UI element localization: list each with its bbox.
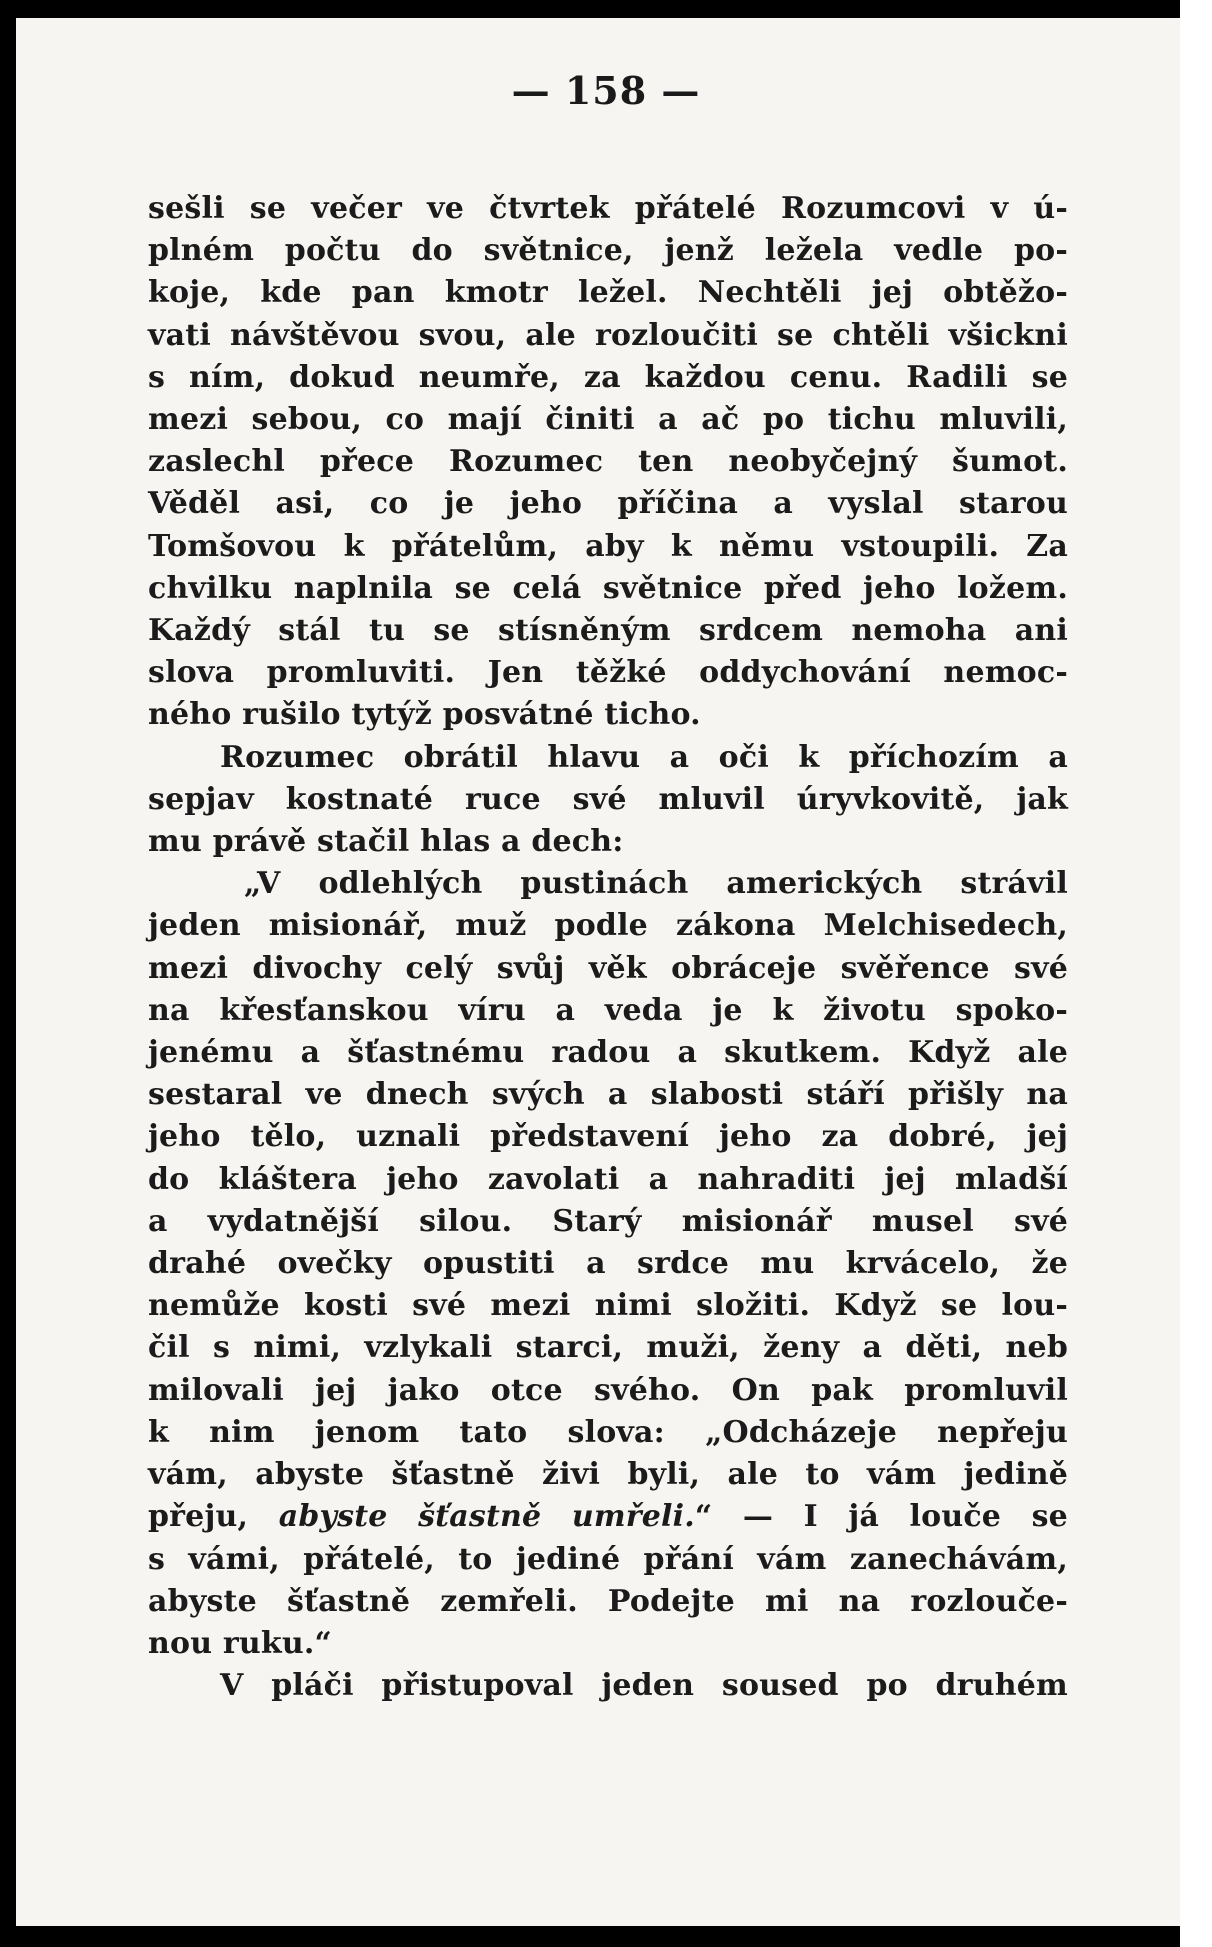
text-line: „V odlehlých pustinách amerických strávil	[244, 866, 1068, 902]
text-line: vám, abyste šťastně živi byli, ale to vám jedině	[148, 1457, 1068, 1493]
text-segment: přeju,	[148, 1499, 279, 1535]
text-line: k nim jenom tato slova: „Odcházeje nepřeju	[148, 1414, 1068, 1450]
text-line: nemůže kosti své mezi nimi složiti. Když se lou-	[148, 1288, 1068, 1324]
text-line: slova promluviti. Jen těžké oddychování nemoc-	[148, 655, 1068, 691]
text-line: koje, kde pan kmotr ležel. Nechtěli jej obtěžo-	[148, 275, 1068, 311]
text-line: jenému a šťastnému radou a skutkem. Když ale	[148, 1035, 1068, 1071]
text-line-with-italic	[148, 1496, 1068, 1538]
italic-phrase: abyste šťastně umřeli.	[278, 1499, 695, 1535]
text-line: abyste šťastně zemřeli. Podejte mi na rozlouče-	[148, 1583, 1068, 1619]
text-line: V pláči přistupoval jeden soused po druhém	[220, 1668, 1068, 1704]
page-number: — 158 —	[511, 68, 701, 113]
text-line: plném počtu do světnice, jenž ležela vedle po-	[148, 233, 1068, 269]
text-line: Každý stál tu se stísněným srdcem nemoha ani	[148, 613, 1068, 649]
text-line: na křesťanskou víru a veda je k životu spoko-	[148, 992, 1068, 1028]
text-line: nou ruku.“	[148, 1625, 332, 1661]
text-line: mezi divochy celý svůj věk obráceje svěřence své	[148, 950, 1068, 986]
text-line: vati návštěvou svou, ale rozloučiti se chtěli všickni	[148, 317, 1068, 353]
text-line: sešli se večer ve čtvrtek přátelé Rozumcovi v ú-	[148, 191, 1068, 226]
text-line: s vámi, přátelé, to jediné přání vám zanechávám,	[148, 1541, 1068, 1577]
text-line: chvilku naplnila se celá světnice před jeho ložem.	[148, 570, 1068, 606]
text-line: čil s nimi, vzlykali starci, muži, ženy a děti, neb	[148, 1330, 1068, 1366]
text-segment: “ — I já louče se	[694, 1499, 1068, 1535]
text-line: jeden misionář, muž podle zákona Melchisedech,	[148, 908, 1068, 944]
text-line: a vydatnější silou. Starý misionář musel své	[148, 1203, 1068, 1239]
text-line: mu právě stačil hlas a dech:	[148, 824, 624, 860]
text-line: Věděl asi, co je jeho příčina a vyslal starou	[148, 486, 1068, 522]
text-line: sepjav kostnaté ruce své mluvil úryvkovitě, jak	[148, 781, 1068, 817]
page-edge-strip	[1180, 0, 1212, 1947]
text-line: jeho tělo, uznali představení jeho za dobré, jej	[148, 1119, 1068, 1155]
text-line: Rozumec obrátil hlavu a oči k příchozím a	[220, 739, 1068, 775]
text-line: do kláštera jeho zavolati a nahraditi jej mladší	[148, 1161, 1068, 1197]
body-text	[148, 188, 1068, 1707]
text-line: sestaral ve dnech svých a slabosti stáří přišly na	[148, 1077, 1068, 1113]
text-line: s ním, dokud neumře, za každou cenu. Radili se	[148, 359, 1068, 395]
text-line: milovali jej jako otce svého. On pak promluvil	[148, 1372, 1068, 1408]
text-line: mezi sebou, co mají činiti a ač po tichu mluvili,	[148, 402, 1068, 438]
text-line: zaslechl přece Rozumec ten neobyčejný šumot.	[148, 444, 1068, 480]
text-line: ného rušilo tytýž posvátné ticho.	[148, 697, 701, 733]
text-line: Tomšovou k přátelům, aby k němu vstoupili. Za	[148, 528, 1068, 564]
text-line: drahé ovečky opustiti a srdce mu krvácelo, že	[148, 1246, 1068, 1282]
